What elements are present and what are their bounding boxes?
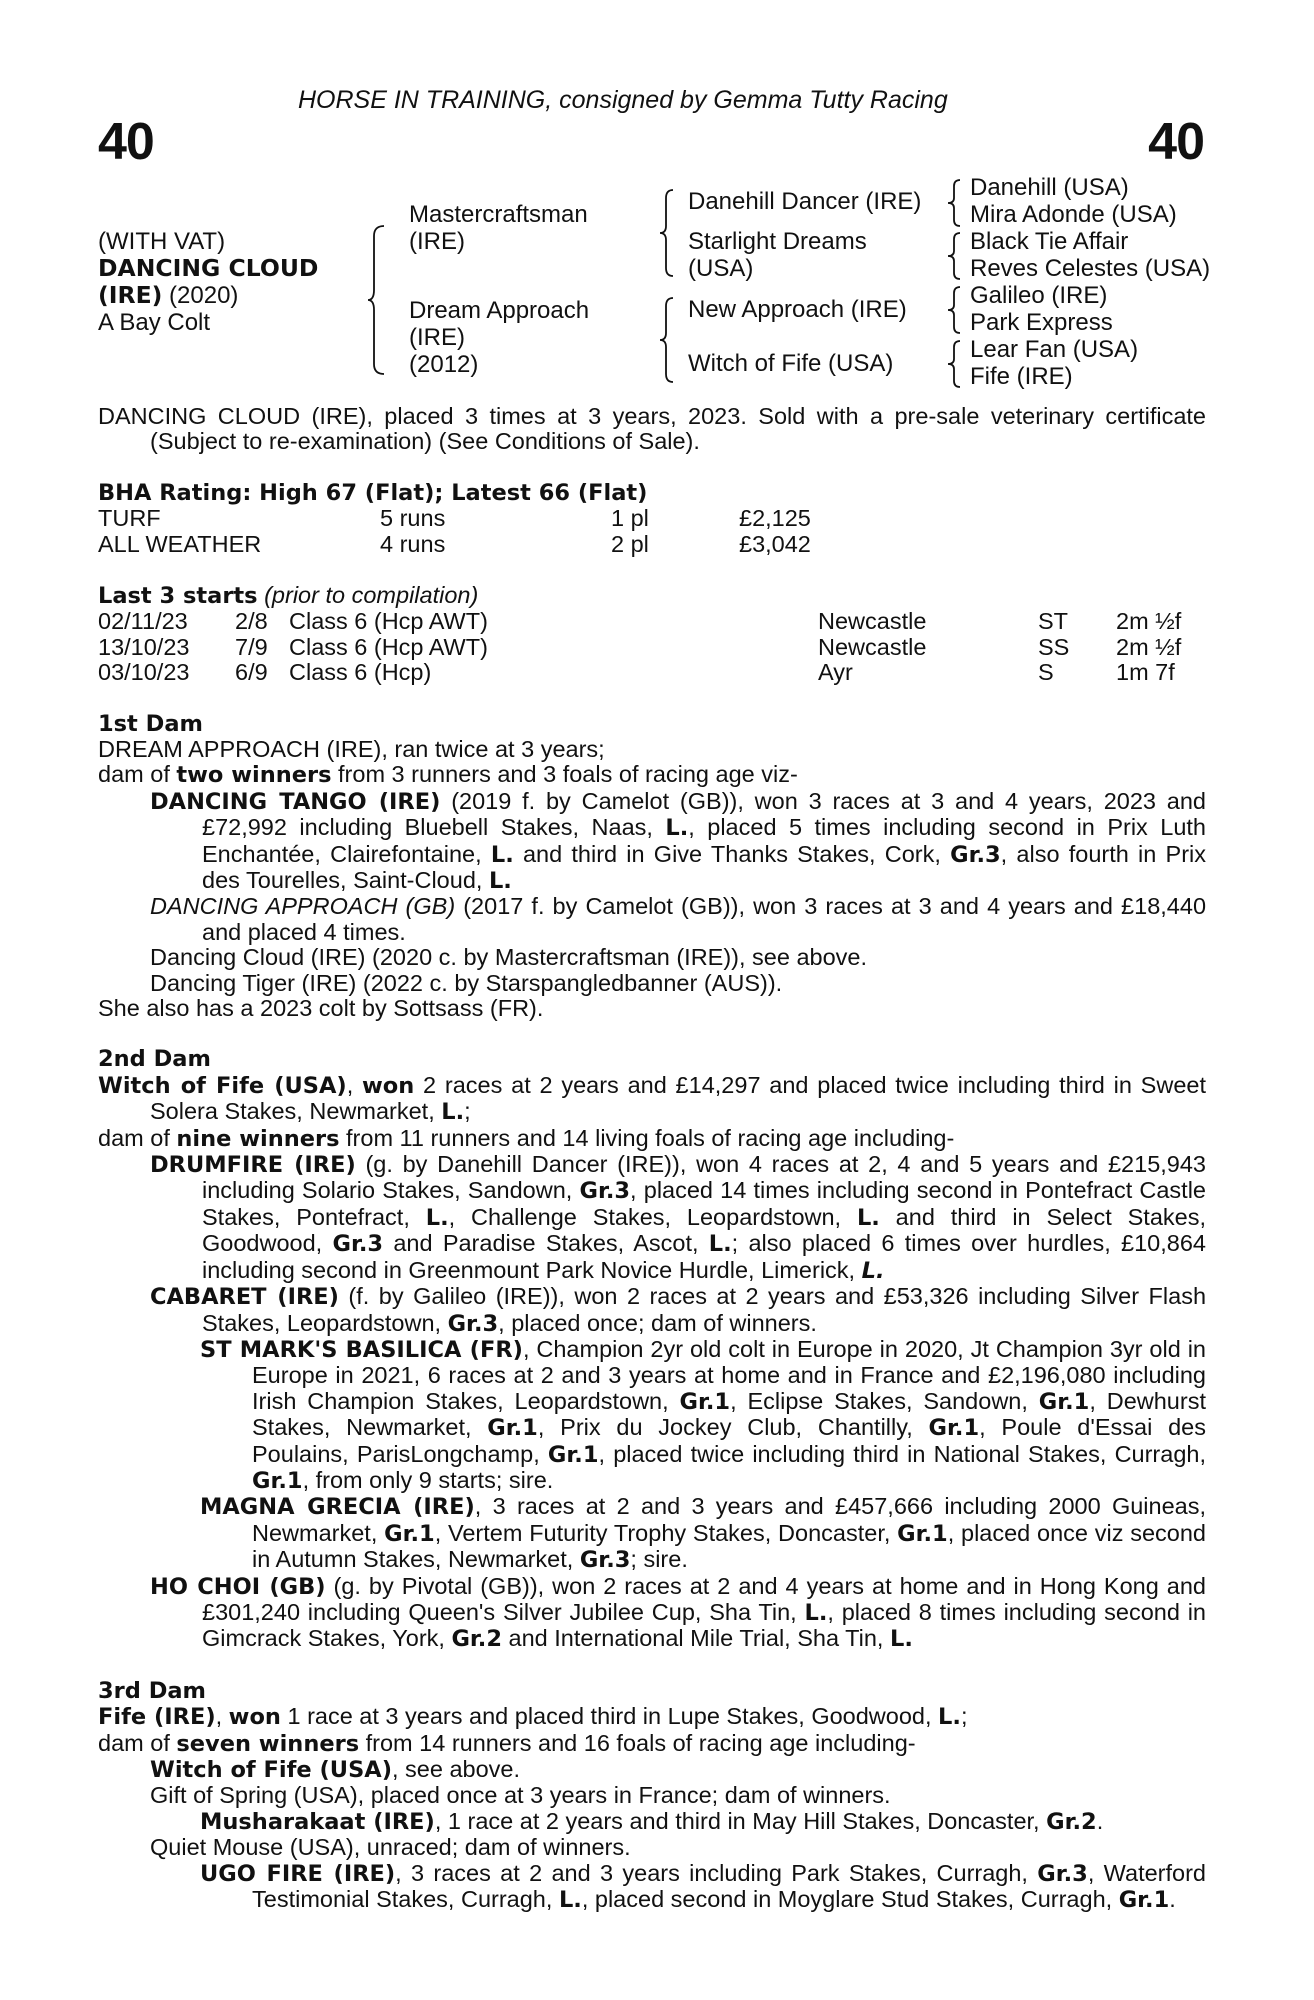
offspring-ho-choi: HO CHOI (GB) (g. by Pivotal (GB)), won 2 races at 2 and 4 years at home and in Hong Kong and £301,240 including Queen's Silver Jubilee Cup, Sha Tin, L., placed 8 times including second in Gimcrack Stakes, York, Gr.2 and International Mile Trial, Sha Tin, L.: [150, 1572, 1207, 1653]
third-dam-produce: dam of seven winners from 14 runners and 16 foals of racing age including-: [98, 1729, 916, 1757]
rating-section: [98, 481, 1206, 557]
offspring-drumfire: DRUMFIRE (IRE) (g. by Danehill Dancer (IRE)), won 4 races at 2, 4 and 5 years and £215,943 including Solario Stakes, Sandown, Gr.3, placed 14 times including second in Pontefract Castle Stakes, Pontefract, L., Challenge Stakes, Leopardstown, L. and third in Select Stakes, Goodwood, Gr.3 and Paradise Stakes, Ascot, L.; also placed 6 times over hurdles, £10,864 including second in Greenmount Park Novice Hurdle, Limerick, L.: [150, 1151, 1207, 1284]
first-dam-title: 1st Dam: [98, 710, 203, 737]
horse-identity: [98, 228, 318, 336]
sire-dam: Starlight Dreams (USA): [688, 228, 867, 282]
start-row: 13/10/23 7/9 Class 6 (Hcp AWT) Newcastle SS 2m ½f: [98, 633, 1182, 660]
brace-gg1: [948, 178, 962, 228]
offspring-st-marks-basilica: ST MARK'S BASILICA (FR), Champion 2yr old colt in Europe in 2020, Jt Champion 3yr old in Europe in 2021, 6 races at 2 and 3 years at home and in France and £2,196,080 including Irish Champion Stakes, Leopardstown, Gr.1, Eclipse Stakes, Sandown, Gr.1, Dewhurst Stakes, Newmarket, Gr.1, Prix du Jockey Club, Chantilly, Gr.1, Poule d'Essai des Poulains, ParisLongchamp, Gr.1, placed twice including third in National Stakes, Curragh, Gr.1, from only 9 starts; sire.: [200, 1335, 1206, 1494]
rating-title: BHA Rating: High 67 (Flat); Latest 66 (Flat): [98, 479, 648, 506]
brace-sire-parents: [660, 188, 676, 278]
offspring-musharakaat: Musharakaat (IRE), 1 race at 2 years and third in May Hill Stakes, Doncaster, Gr.2.: [200, 1807, 1104, 1835]
brace-gg3: [948, 285, 962, 335]
gg-galileo: Galileo (IRE): [970, 282, 1108, 309]
start-row: 02/11/23 2/8 Class 6 (Hcp AWT) Newcastle ST 2m ½f: [98, 608, 1182, 635]
rating-row-turf: TURF 5 runs 1 pl £2,125: [98, 505, 811, 532]
starts-section: [98, 583, 1206, 686]
offspring-dancing-cloud: Dancing Cloud (IRE) (2020 c. by Mastercraftsman (IRE)), see above.: [150, 944, 868, 971]
gg-danehill: Danehill (USA): [970, 174, 1129, 201]
gg-lear-fan: Lear Fan (USA): [970, 336, 1139, 363]
catalogue-body: [98, 404, 1206, 1913]
second-dam-title: 2nd Dam: [98, 1046, 211, 1073]
gg-reves-celestes: Reves Celestes (USA): [970, 255, 1211, 282]
summary-paragraph: DANCING CLOUD (IRE), placed 3 times at 3 years, 2023. Sold with a pre-sale veterinary certificate (Subject to re-examination) (See Conditions of Sale).: [98, 403, 1206, 455]
sire: Mastercraftsman (IRE): [409, 201, 588, 255]
starts-title: Last 3 starts (prior to compilation): [98, 582, 479, 609]
first-dam-intro: DREAM APPROACH (IRE), ran twice at 3 years;: [98, 735, 605, 762]
rating-row-aw: ALL WEATHER 4 runs 2 pl £3,042: [98, 530, 811, 557]
first-dam-note: She also has a 2023 colt by Sottsass (FR).: [98, 995, 544, 1022]
offspring-cabaret: CABARET (IRE) (f. by Galileo (IRE)), won 2 races at 2 years and £53,326 including Silver Flash Stakes, Leopardstown, Gr.3, placed once; dam of winners.: [150, 1283, 1207, 1337]
brace-gg2: [948, 231, 962, 281]
catalogue-header: HORSE IN TRAINING, consigned by Gemma Tutty Racing: [298, 86, 948, 114]
second-dam-intro: Witch of Fife (USA), won 2 races at 2 years and £14,297 and placed twice including third in Sweet Solera Stakes, Newmarket, L.;: [98, 1071, 1206, 1126]
vat-label: (WITH VAT): [98, 228, 226, 255]
first-dam-section: [98, 712, 1206, 1022]
offspring-witch-of-fife: Witch of Fife (USA), see above.: [150, 1756, 521, 1784]
lot-number-right: 40: [1148, 113, 1204, 171]
gg-black-tie-affair: Black Tie Affair: [970, 228, 1129, 255]
offspring-dancing-tango: DANCING TANGO (IRE) (2019 f. by Camelot (GB)), won 3 races at 3 and 4 years, 2023 and £72,992 including Bluebell Stakes, Naas, L., placed 5 times including second in Prix Luth Enchantée, Clairefontaine, L. and third in Give Thanks Stakes, Cork, Gr.3, also fourth in Prix des Tourelles, Saint-Cloud, L.: [150, 787, 1206, 895]
dam: Dream Approach (IRE) (2012): [409, 297, 590, 378]
horse-description: A Bay Colt: [98, 309, 211, 336]
brace-gg4: [948, 339, 962, 389]
start-row: 03/10/23 6/9 Class 6 (Hcp) Ayr S 1m 7f: [98, 659, 1175, 686]
offspring-quiet-mouse: Quiet Mouse (USA), unraced; dam of winners.: [150, 1834, 631, 1861]
lot-number-left: 40: [98, 113, 154, 171]
offspring-ugo-fire: UGO FIRE (IRE), 3 races at 2 and 3 years including Park Stakes, Curragh, Gr.3, Waterford Testimonial Stakes, Curragh, L., placed second in Moyglare Stud Stakes, Curragh, Gr.1.: [200, 1859, 1206, 1914]
horse-name-line2: (IRE) (2020): [98, 281, 239, 309]
third-dam-intro: Fife (IRE), won 1 race at 3 years and placed third in Lupe Stakes, Goodwood, L.;: [98, 1703, 968, 1731]
first-dam-produce: dam of two winners from 3 runners and 3 foals of racing age viz-: [98, 761, 798, 789]
second-dam-section: [98, 1047, 1206, 1652]
gg-fife: Fife (IRE): [970, 363, 1073, 390]
offspring-magna-grecia: MAGNA GRECIA (IRE), 3 races at 2 and 3 years and £457,666 including 2000 Guineas, Newmarket, Gr.1, Vertem Futurity Trophy Stakes, Doncaster, Gr.1, placed once viz second in Autumn Stakes, Newmarket, Gr.3; sire.: [200, 1493, 1206, 1574]
gg-mira-adonde: Mira Adonde (USA): [970, 201, 1177, 228]
offspring-dancing-approach: DANCING APPROACH (GB) (2017 f. by Camelot (GB)), won 3 races at 3 and 4 years and £18,440 and placed 4 times.: [150, 893, 1207, 945]
horse-name: DANCING CLOUD: [98, 254, 319, 282]
third-dam-title: 3rd Dam: [98, 1677, 206, 1704]
dam-sire: New Approach (IRE): [688, 296, 907, 323]
brace-sire-dam: [368, 224, 388, 376]
dam-dam: Witch of Fife (USA): [688, 350, 894, 377]
offspring-dancing-tiger: Dancing Tiger (IRE) (2022 c. by Starspangledbanner (AUS)).: [150, 969, 783, 996]
sire-sire: Danehill Dancer (IRE): [688, 188, 922, 215]
third-dam-section: [98, 1679, 1206, 1914]
offspring-gift-of-spring: Gift of Spring (USA), placed once at 3 years in France; dam of winners.: [150, 1782, 891, 1809]
gg-park-express: Park Express: [970, 309, 1113, 336]
brace-dam-parents: [660, 296, 676, 384]
second-dam-produce: dam of nine winners from 11 runners and 14 living foals of racing age including-: [98, 1124, 955, 1152]
